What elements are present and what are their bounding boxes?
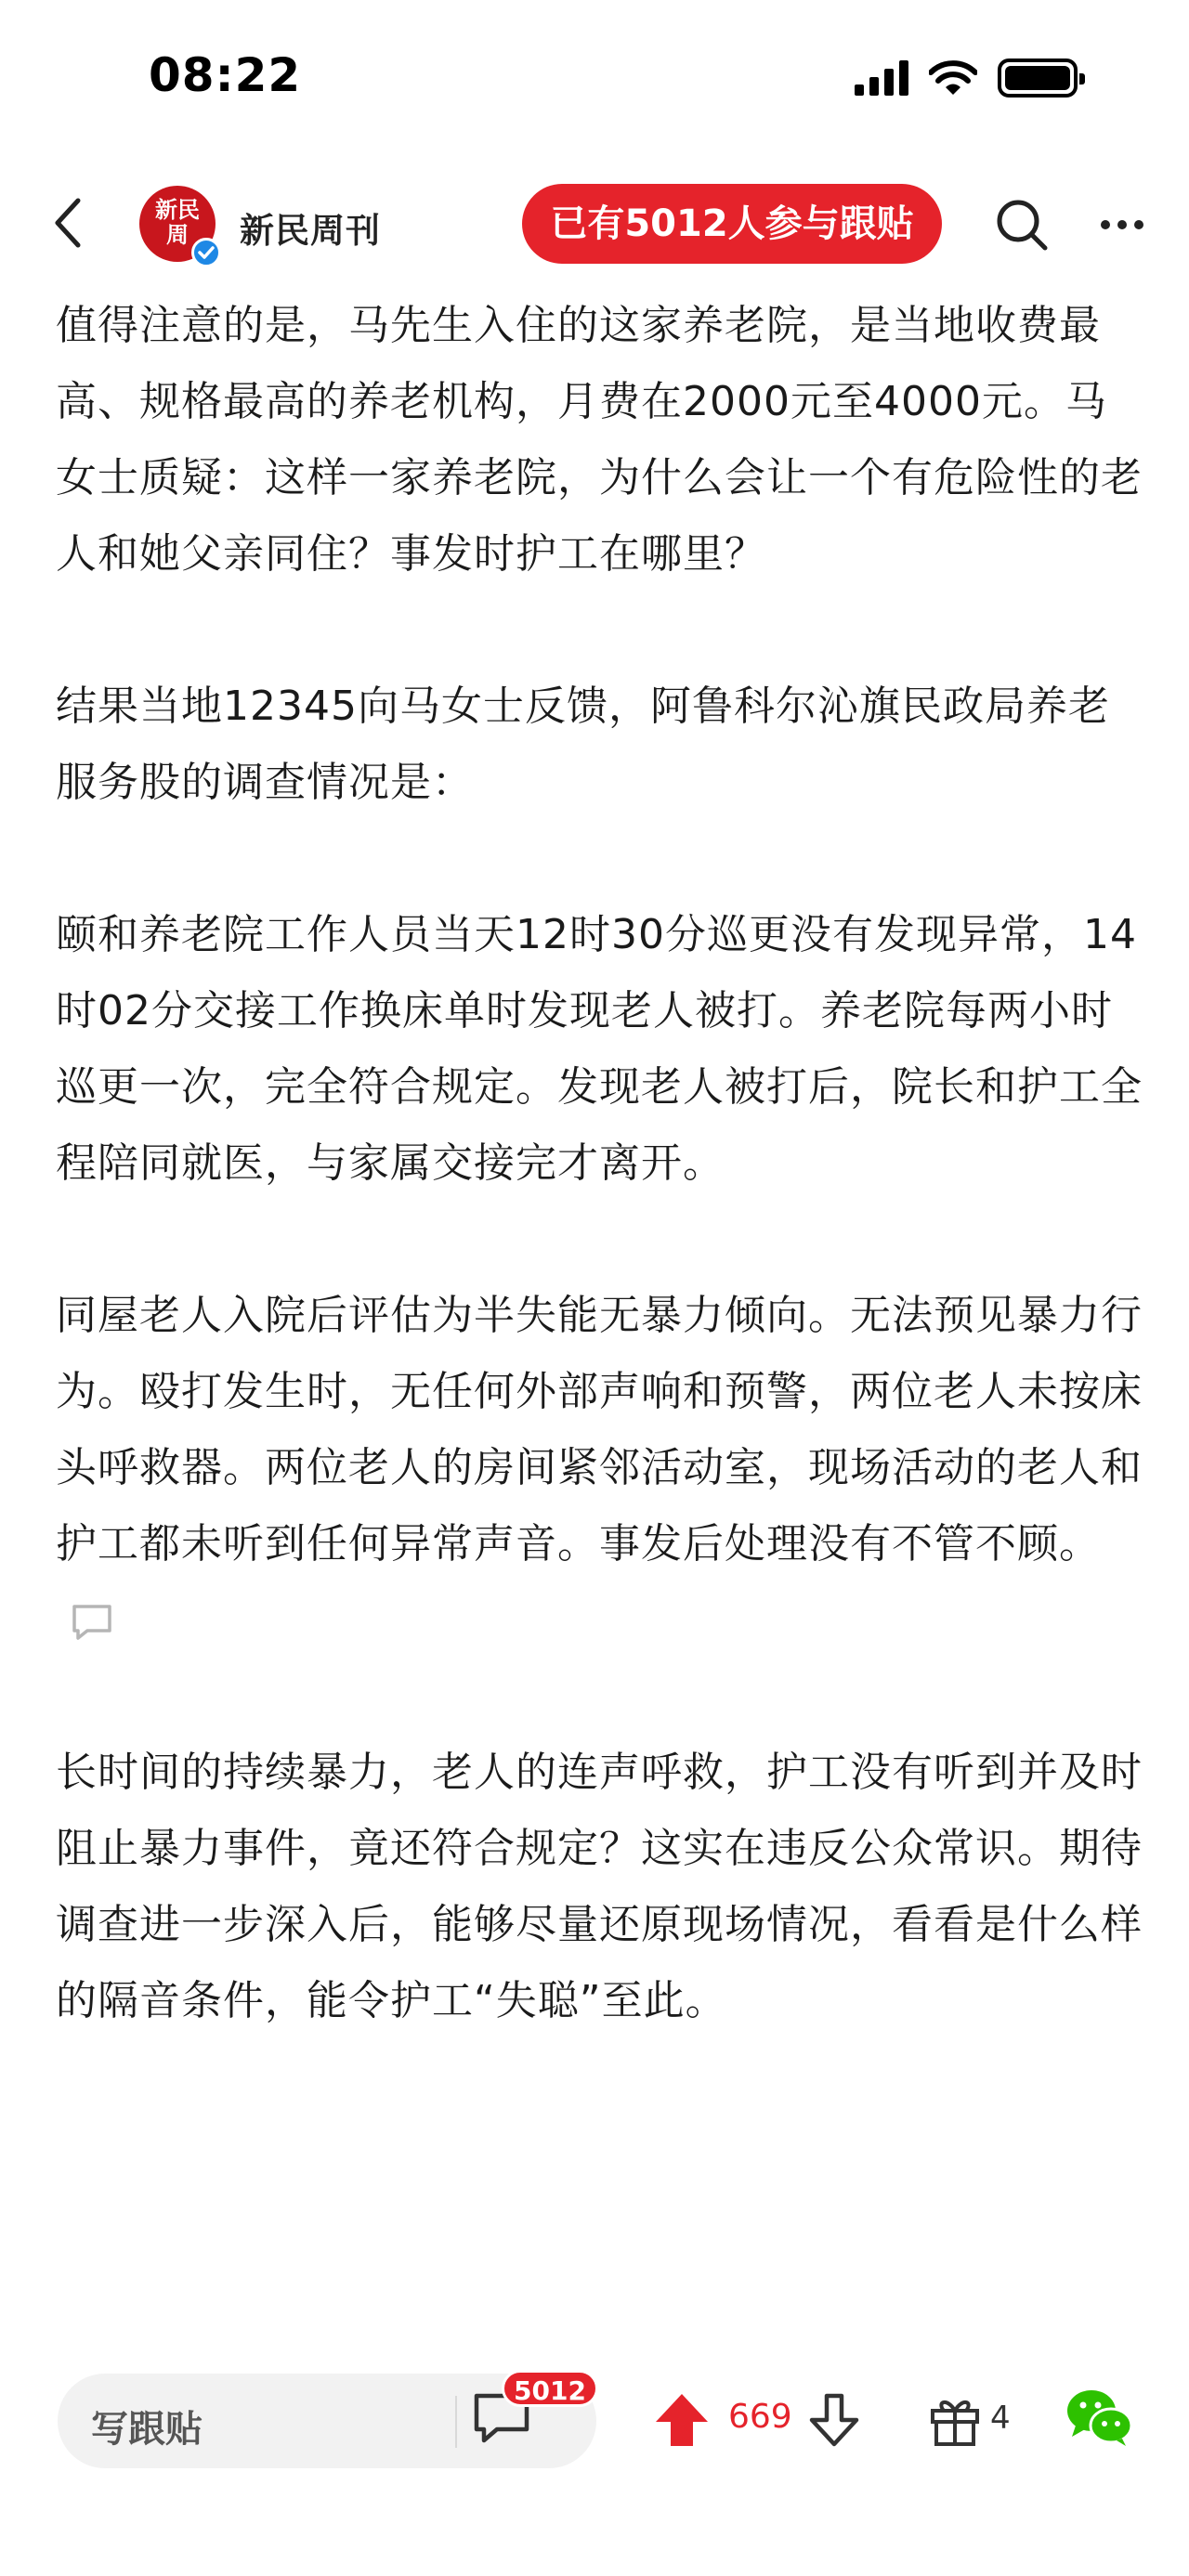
search-icon[interactable] <box>992 195 1052 254</box>
paragraph-comment-icon[interactable] <box>69 1601 115 1644</box>
article-paragraph: 值得注意的是，马先生入住的这家养老院，是当地收费最高、规格最高的养老机构，月费在2000元至4000元。马女士质疑：这样一家养老院，为什么会让一个有危险性的老人和她父亲同住？事发时护工在哪里？ <box>56 302 1143 578</box>
gift-icon[interactable] <box>925 2390 985 2450</box>
article-paragraph: 长时间的持续暴力，老人的连声呼救，护工没有听到并及时阻止暴力事件，竟还符合规定？这实在违反公众常识。期待调查进一步深入后，能够尽量还原现场情况，看看是什么样的隔音条件，能令护工“失聪”至此。 <box>56 1749 1143 2024</box>
account-avatar[interactable] <box>139 186 216 262</box>
article-paragraph <box>56 1278 1143 1659</box>
article-body <box>56 288 1143 2115</box>
article-paragraph-text: 同屋老人入院后评估为半失能无暴力倾向。无法预见暴力行为。殴打发生时，无任何外部声响和预警，两位老人未按床头呼救器。两位老人的房间紧邻活动室，现场活动的老人和护工都未听到任何异常声音。事发后处理没有不管不顾。 <box>56 1292 1143 1568</box>
wifi-icon <box>929 59 977 97</box>
upvote-icon[interactable] <box>652 2390 712 2450</box>
account-avatar-text: 新民 周 <box>155 196 200 248</box>
account-name[interactable]: 新民周刊 <box>240 211 381 251</box>
article-paragraph: 颐和养老院工作人员当天12时30分巡更没有发现异常，14时02分交接工作换床单时发现老人被打。养老院每两小时巡更一次，完全符合规定。发现老人被打后，院长和护工全程陪同就医，与家属交接完才离开。 <box>56 911 1143 1187</box>
participate-button[interactable]: 已有5012人参与跟贴 <box>522 184 942 264</box>
downvote-icon[interactable] <box>804 2390 864 2450</box>
verified-badge-icon <box>191 238 221 267</box>
bottom-action-bar <box>0 2366 1189 2478</box>
nav-bar <box>0 167 1189 279</box>
article-paragraph: 结果当地12345向马女士反馈，阿鲁科尔沁旗民政局养老服务股的调查情况是： <box>56 683 1110 806</box>
gift-count: 4 <box>990 2400 1011 2437</box>
wechat-share-icon[interactable] <box>1065 2387 1133 2448</box>
cellular-signal-icon <box>855 60 908 96</box>
battery-icon <box>998 59 1078 98</box>
reply-placeholder: 写跟贴 <box>91 2408 203 2451</box>
back-icon[interactable] <box>43 193 98 253</box>
status-icons <box>855 58 1078 98</box>
upvote-count: 669 <box>728 2398 792 2436</box>
status-time: 08:22 <box>149 48 302 102</box>
divider <box>455 2396 457 2448</box>
comment-count-badge: 5012 <box>502 2370 598 2407</box>
status-bar <box>0 0 1189 149</box>
more-icon[interactable] <box>1092 195 1152 254</box>
